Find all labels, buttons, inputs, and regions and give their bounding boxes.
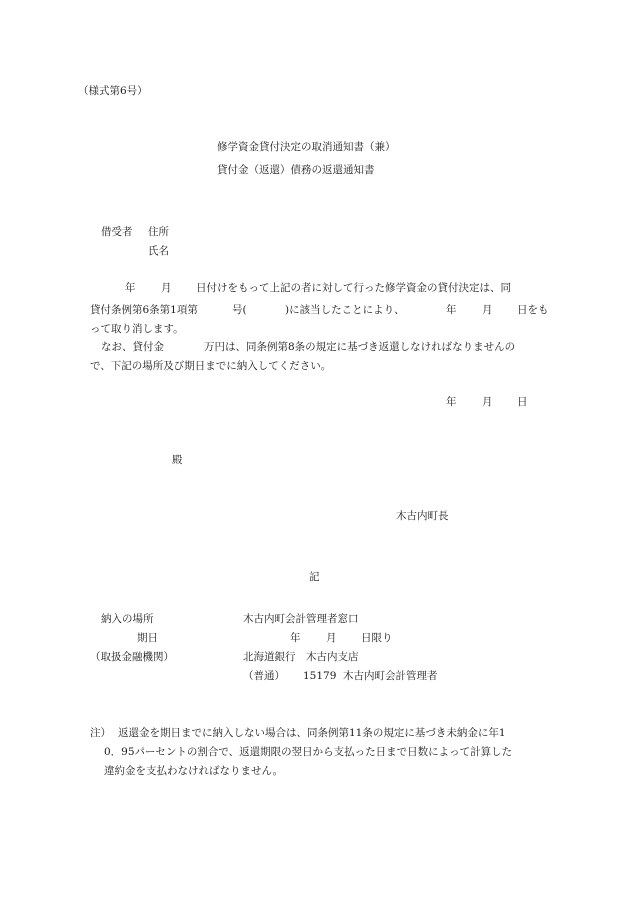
p1-line2-b: 号(	[232, 304, 247, 316]
p1-text: 日付けをもって上記の者に対して行った修学資金の貸付決定は、同	[196, 282, 511, 294]
paragraph1-line3: って取り消します。	[90, 323, 184, 335]
address-label: 住所	[148, 226, 169, 238]
issuer: 木古内町長	[396, 510, 449, 522]
paragraph2-line2: で、下記の場所及び期日までに納入してください。	[90, 360, 332, 372]
p1-year: 年	[125, 282, 136, 294]
payment-place-value: 木古内町会計管理者窓口	[243, 613, 359, 625]
payment-place-label: 納入の場所	[101, 613, 154, 625]
p1-line2-a: 貸付条例第6条第1項第	[90, 304, 198, 316]
document-title-line1: 修学資金貸付決定の取消通知書（兼）	[217, 141, 396, 153]
p1-line2-day: 日をも	[517, 304, 549, 316]
payment-account-holder: 木古内町会計管理者	[343, 670, 438, 682]
p1-month: 月	[161, 282, 172, 294]
note-text-line2: 0．95パーセントの割合で、返還期限の翌日から支払った日まで日数によって計算した	[104, 746, 513, 758]
date-day: 日	[517, 396, 528, 408]
p2-a: なお、貸付金	[101, 341, 164, 353]
addressee-suffix: 殿	[172, 454, 183, 466]
payment-due-day: 日限り	[361, 632, 393, 644]
payment-account-type: （普通）	[243, 670, 285, 682]
note-label: 注）	[90, 727, 111, 739]
note-text-line3: 違約金を支払わなければなりません。	[104, 765, 284, 777]
form-number: （様式第6号）	[78, 85, 148, 97]
p1-line2-c: )に該当したことにより、	[285, 304, 405, 316]
p1-line2-year: 年	[446, 304, 457, 316]
payment-due-year: 年	[290, 632, 301, 644]
payment-institution-label: （取扱金融機関）	[90, 651, 174, 663]
payment-bank: 北海道銀行 木古内支店	[243, 651, 359, 663]
document-title-line2: 貸付金（返還）債務の返還通知書	[217, 164, 375, 176]
payment-due-label: 期日	[137, 632, 158, 644]
payment-account-number: 15179	[303, 670, 337, 682]
name-label: 氏名	[148, 245, 169, 257]
date-month: 月	[482, 396, 493, 408]
borrower-label: 借受者	[101, 226, 133, 238]
p2-b: 万円は、同条例第8条の規定に基づき返還しなければなりませんの	[204, 341, 516, 353]
payment-due-month: 月	[326, 632, 337, 644]
ki-heading: 記	[309, 571, 320, 583]
p1-line2-month: 月	[482, 304, 493, 316]
note-text-line1: 返還金を期日までに納入しない場合は、同条例第11条の規定に基づき未納金に年1	[118, 727, 506, 739]
date-year: 年	[446, 396, 457, 408]
